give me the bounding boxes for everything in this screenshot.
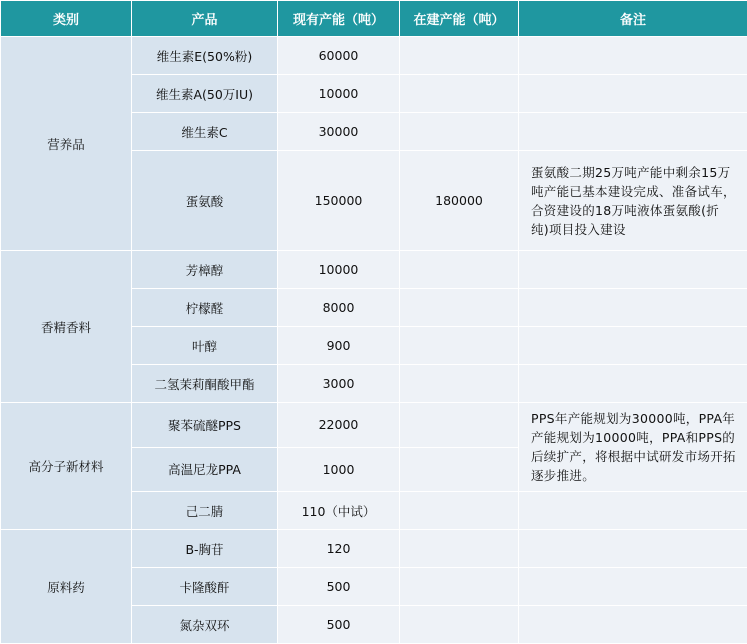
product-cell: 维生素E(50%粉) — [132, 37, 278, 75]
building-capacity-cell — [400, 75, 519, 113]
product-cell: 叶醇 — [132, 327, 278, 365]
building-capacity-cell — [400, 568, 519, 606]
category-cell: 原料药 — [1, 530, 132, 644]
product-cell: 氮杂双环 — [132, 606, 278, 644]
current-capacity-cell: 900 — [278, 327, 400, 365]
building-capacity-cell — [400, 606, 519, 644]
table-row — [1, 37, 747, 75]
product-cell: 维生素C — [132, 113, 278, 151]
note-cell — [519, 530, 747, 568]
note-cell — [519, 75, 747, 113]
product-cell: 蛋氨酸 — [132, 151, 278, 251]
category-cell: 营养品 — [1, 37, 132, 251]
table-row — [1, 251, 747, 289]
table-row — [1, 530, 747, 568]
building-capacity-cell — [400, 403, 519, 448]
category-cell: 高分子新材料 — [1, 403, 132, 530]
building-capacity-cell — [400, 447, 519, 492]
product-cell: 芳樟醇 — [132, 251, 278, 289]
note-cell — [519, 113, 747, 151]
product-cell: 卡隆酸酐 — [132, 568, 278, 606]
building-capacity-cell — [400, 530, 519, 568]
note-cell — [519, 251, 747, 289]
header-note: 备注 — [519, 1, 747, 37]
product-cell: 二氢茉莉酮酸甲酯 — [132, 365, 278, 403]
note-cell: 蛋氨酸二期25万吨产能中剩余15万吨产能已基本建设完成、准备试车，合资建设的18万吨液体蛋氨酸(折纯)项目投入建设 — [519, 151, 747, 251]
header-building-capacity: 在建产能（吨） — [400, 1, 519, 37]
category-cell: 香精香料 — [1, 251, 132, 403]
current-capacity-cell: 60000 — [278, 37, 400, 75]
building-capacity-cell — [400, 365, 519, 403]
current-capacity-cell: 120 — [278, 530, 400, 568]
header-category: 类别 — [1, 1, 132, 37]
product-cell: 柠檬醛 — [132, 289, 278, 327]
header-current-capacity: 现有产能（吨） — [278, 1, 400, 37]
header-product: 产品 — [132, 1, 278, 37]
current-capacity-cell: 8000 — [278, 289, 400, 327]
current-capacity-cell: 10000 — [278, 75, 400, 113]
note-cell — [519, 327, 747, 365]
header-row — [1, 1, 747, 37]
note-cell — [519, 365, 747, 403]
product-cell: 聚苯硫醚PPS — [132, 403, 278, 448]
current-capacity-cell: 10000 — [278, 251, 400, 289]
current-capacity-cell: 1000 — [278, 447, 400, 492]
product-cell: B-胸苷 — [132, 530, 278, 568]
current-capacity-cell: 110（中试） — [278, 492, 400, 530]
current-capacity-cell: 22000 — [278, 403, 400, 448]
note-cell — [519, 606, 747, 644]
building-capacity-cell — [400, 113, 519, 151]
product-cell: 己二腈 — [132, 492, 278, 530]
building-capacity-cell — [400, 251, 519, 289]
product-cell: 维生素A(50万IU) — [132, 75, 278, 113]
note-cell: PPS年产能规划为30000吨，PPA年产能规划为10000吨，PPA和PPS的后续扩产，将根据中试研发市场开拓逐步推进。 — [519, 403, 747, 492]
building-capacity-cell — [400, 37, 519, 75]
current-capacity-cell: 500 — [278, 606, 400, 644]
building-capacity-cell: 180000 — [400, 151, 519, 251]
table-row — [1, 403, 747, 448]
note-cell — [519, 289, 747, 327]
building-capacity-cell — [400, 289, 519, 327]
note-cell — [519, 492, 747, 530]
current-capacity-cell: 30000 — [278, 113, 400, 151]
current-capacity-cell: 500 — [278, 568, 400, 606]
building-capacity-cell — [400, 327, 519, 365]
building-capacity-cell — [400, 492, 519, 530]
note-cell — [519, 568, 747, 606]
product-cell: 高温尼龙PPA — [132, 447, 278, 492]
note-cell — [519, 37, 747, 75]
current-capacity-cell: 150000 — [278, 151, 400, 251]
current-capacity-cell: 3000 — [278, 365, 400, 403]
